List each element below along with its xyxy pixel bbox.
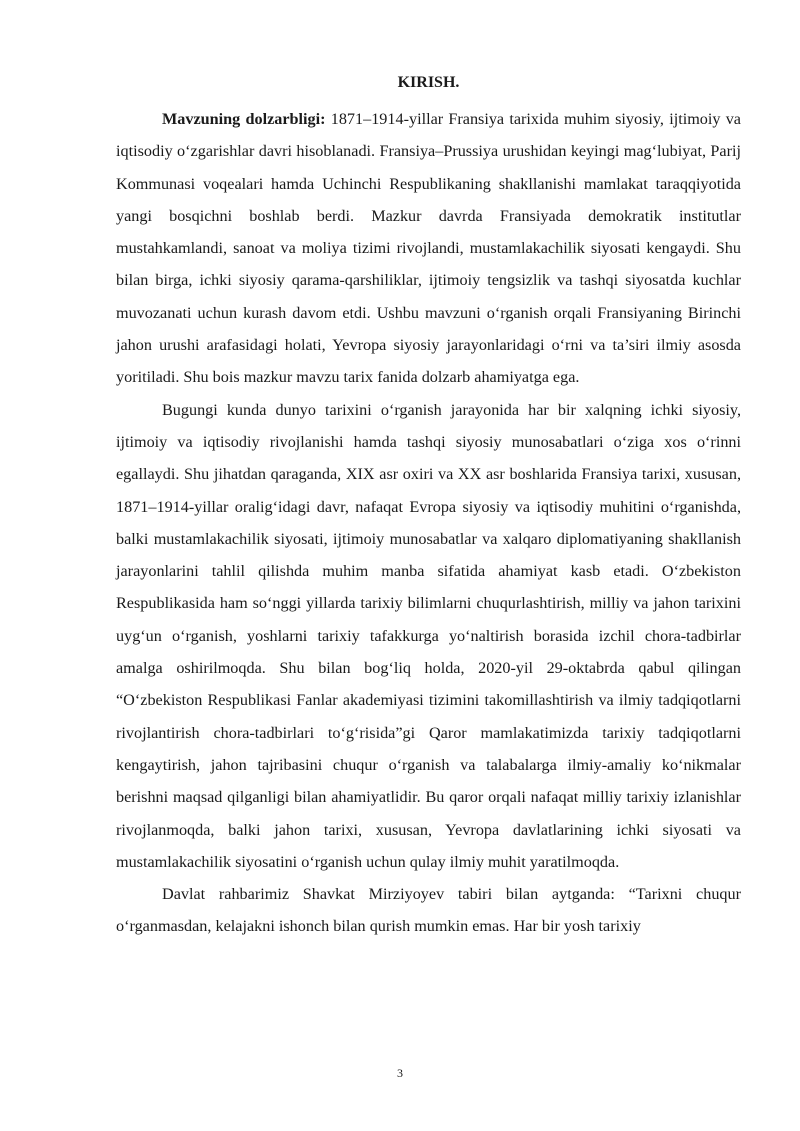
- page-number: 3: [397, 1066, 403, 1080]
- paragraph-relevance-text: 1871–1914-yillar Fransiya tarixida muhim siyosiy, ijtimoiy va iqtisodiy o‘zgarishlar davri hisoblanadi. Fransiya–Prussiya urushidan keyingi mag‘lubiyat, Parij Kommunasi voqealari hamda Uchinchi Respublikaning shakllanishi mamlakat taraqqiyotida yangi bosqichni boshlab berdi. Mazkur davrda Fransiyada demokratik institutlar mustahkamlandi, sanoat va moliya tizimi rivojlandi, mustamlakachilik siyosati kengaydi. Shu bilan birga, ichki siyosiy qarama-qarshiliklar, ijtimoiy tengsizlik va tashqi siyosatda kuchlar muvozanati uchun kurash davom etdi. Ushbu mavzuni o‘rganish orqali Fransiyaning Birinchi jahon urushi arafasidagi holati, Yevropa siyosiy jarayonlaridagi o‘rni va ta’siri ilmiy asosda yoritiladi. Shu bois mazkur mavzu tarix fanida dolzarb ahamiyatga ega.: [116, 110, 741, 387]
- paragraph-relevance: [116, 103, 741, 394]
- paragraph-context: Bugungi kunda dunyo tarixini o‘rganish jarayonida har bir xalqning ichki siyosiy, ijtimoiy va iqtisodiy rivojlanishi hamda tashqi siyosiy munosabatlari o‘ziga xos o‘rinni egallaydi. Shu jihatdan qaraganda, XIX asr oxiri va XX asr boshlarida Fransiya tarixi, xususan, 1871–1914-yillar oralig‘idagi davr, nafaqat Evropa siyosiy va iqtisodiy muhitini o‘rganishda, balki mustamlakachilik siyosati, ijtimoiy munosabatlar va xalqaro diplomatiyaning shakllanish jarayonlarini tahlil qilishda muhim manba sifatida ahamiyat kasb etadi. O‘zbekiston Respublikasida ham so‘nggi yillarda tarixiy bilimlarni chuqurlashtirish, milliy va jahon tarixini uyg‘un o‘rganish, yoshlarni tarixiy tafakkurga yo‘naltirish borasida izchil chora-tadbirlar amalga oshirilmoqda. Shu bilan bog‘liq holda, 2020-yil 29-oktabrda qabul qilingan “O‘zbekiston Respublikasi Fanlar akademiyasi tizimini takomillashtirish va ilmiy tadqiqotlarni rivojlantirish chora-tadbirlari to‘g‘risida”gi Qaror mamlakatimizda tarixiy tadqiqotlarni kengaytirish, jahon tajribasini chuqur o‘rganish va talabalarga ilmiy-amaliy ko‘nikmalar berishni maqsad qilganligi bilan ahamiyatlidir. Bu qaror orqali nafaqat milliy tarixiy izlanishlar rivojlanmoqda, balki jahon tarixi, xususan, Yevropa davlatlarining ichki siyosati va mustamlakachilik siyosatini o‘rganish uchun qulay ilmiy muhit yaratilmoqda.: [116, 400, 741, 871]
- paragraph-quote: Davlat rahbarimiz Shavkat Mirziyoyev tabiri bilan aytganda: “Tarixni chuqur o‘rganmasdan, kelajakni ishonch bilan qurish mumkin emas. Har bir yosh tarixiy: [116, 885, 741, 936]
- document-body: [116, 72, 741, 943]
- paragraph-lead: Mavzuning dolzarbligi:: [162, 110, 326, 128]
- section-heading: KIRISH.: [397, 74, 460, 91]
